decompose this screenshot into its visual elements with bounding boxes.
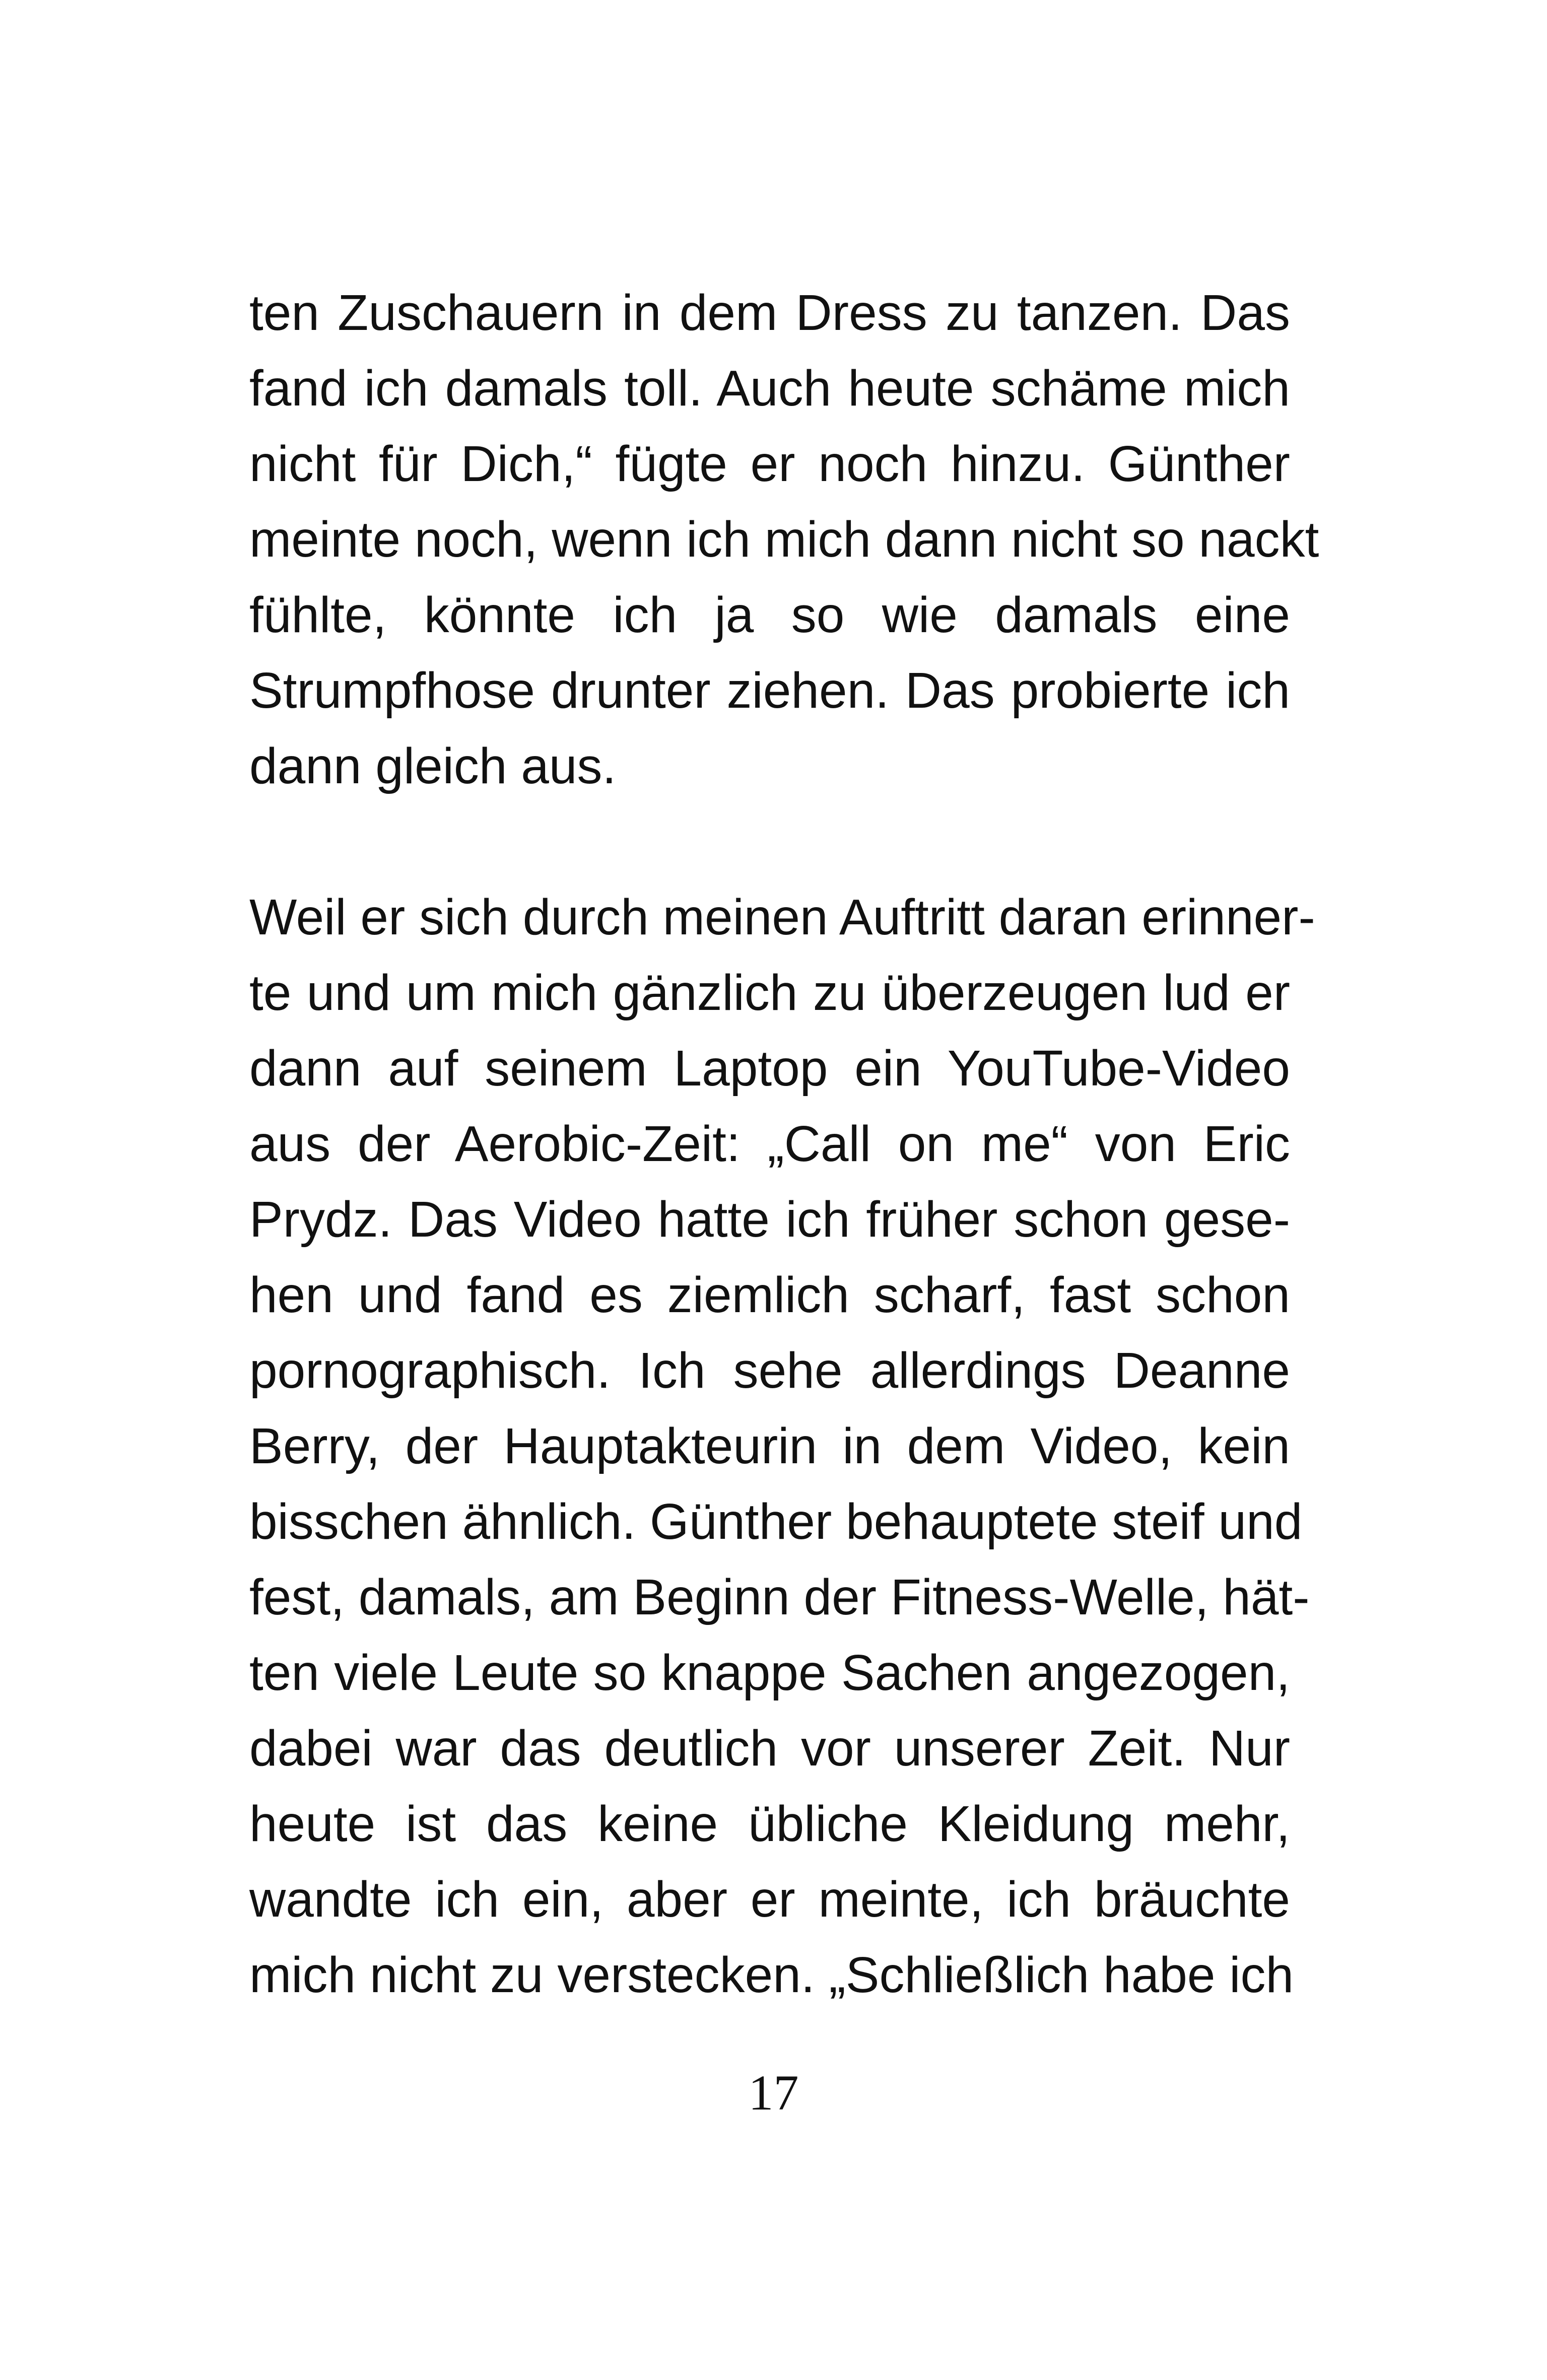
text-line: aus der Aerobic-Zeit: „Call on me“ von Eric	[249, 1116, 1290, 1172]
text-line: dabei war das deutlich vor unserer Zeit. Nur	[249, 1720, 1290, 1777]
text-line: nicht für Dich,“ fügte er noch hinzu. Günther	[249, 436, 1290, 492]
text-line: fest, damals, am Beginn der Fitness-Welle, hät-	[249, 1569, 1310, 1625]
page-number: 17	[748, 2065, 799, 2121]
text-line: Berry, der Hauptakteurin in dem Video, kein	[249, 1418, 1290, 1474]
text-line: dann gleich aus.	[249, 738, 617, 794]
text-line: Prydz. Das Video hatte ich früher schon gese-	[249, 1191, 1290, 1248]
text-line: meinte noch, wenn ich mich dann nicht so nackt	[249, 511, 1319, 568]
paragraph-1	[249, 275, 1319, 804]
text-line: ten Zuschauern in dem Dress zu tanzen. Das	[249, 285, 1290, 341]
text-line: Strumpfhose drunter ziehen. Das probierte ich	[249, 662, 1290, 719]
text-line: Weil er sich durch meinen Auftritt daran erinner-	[249, 889, 1315, 945]
text-line: bisschen ähnlich. Günther behauptete steif und	[249, 1493, 1303, 1550]
text-line: mich nicht zu verstecken. „Schließlich habe ich	[249, 1947, 1294, 2003]
text-line: hen und fand es ziemlich scharf, fast schon	[249, 1267, 1290, 1323]
text-line: fühlte, könnte ich ja so wie damals eine	[249, 587, 1290, 643]
text-line: wandte ich ein, aber er meinte, ich bräuchte	[249, 1871, 1290, 1928]
text-line: te und um mich gänzlich zu überzeugen lud er	[249, 965, 1290, 1021]
text-line: pornographisch. Ich sehe allerdings Deanne	[249, 1342, 1290, 1399]
text-line: fand ich damals toll. Auch heute schäme mich	[249, 360, 1290, 417]
paragraph-2	[249, 879, 1315, 2013]
text-line: dann auf seinem Laptop ein YouTube-Video	[249, 1040, 1290, 1097]
text-line: heute ist das keine übliche Kleidung mehr,	[249, 1796, 1290, 1852]
text-line: ten viele Leute so knappe Sachen angezogen,	[249, 1645, 1290, 1701]
